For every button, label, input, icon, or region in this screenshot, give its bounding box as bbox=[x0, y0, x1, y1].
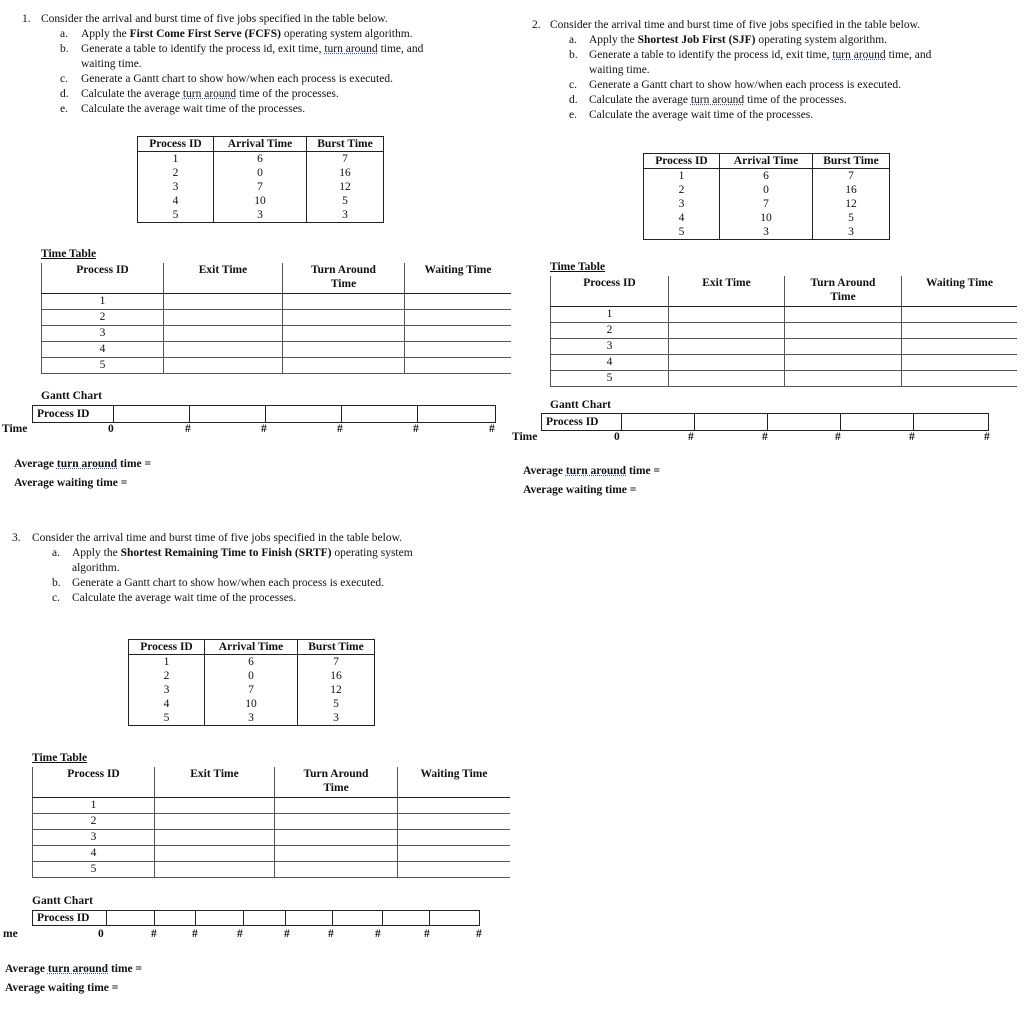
table-row: 1 bbox=[33, 797, 511, 813]
question-3 bbox=[12, 531, 492, 606]
table-row: 4 10 5 bbox=[644, 211, 890, 225]
time-label: Time bbox=[2, 423, 28, 435]
q3-item-c: c. Calculate the average wait time of the processes. bbox=[52, 592, 297, 604]
table-row: 1 bbox=[551, 306, 1018, 322]
table-row: 3 7 12 bbox=[644, 197, 890, 211]
table-row: 1 6 7 bbox=[138, 152, 384, 167]
q3-gantt-title: Gantt Chart bbox=[32, 895, 94, 907]
q1-averages: Average turn around time = Average waiting time = bbox=[14, 458, 152, 489]
q1-item-c: c. Generate a Gantt chart to show how/when each process is executed. bbox=[60, 73, 393, 85]
table-row: 2 bbox=[42, 309, 512, 325]
table-row: 5 3 3 bbox=[129, 711, 375, 726]
table-row: 4 10 5 bbox=[129, 697, 375, 711]
q3-intro: Consider the arrival time and burst time of five jobs specified in the table below. bbox=[32, 532, 403, 544]
q1-gantt-title: Gantt Chart bbox=[41, 390, 103, 402]
table-row: 5 bbox=[33, 861, 511, 877]
q1-gantt-chart: Process ID bbox=[32, 405, 496, 423]
q1-item-a: a. Apply the First Come First Serve (FCFS) operating system algorithm. bbox=[60, 28, 413, 40]
table-row: 4 bbox=[551, 354, 1018, 370]
q1-number: 1. bbox=[22, 13, 31, 25]
table-row: 3 bbox=[551, 338, 1018, 354]
table-row: 5 3 3 bbox=[644, 225, 890, 240]
table-row: 5 bbox=[42, 357, 512, 373]
q2-item-d: d. Calculate the average turn around time of the processes. bbox=[569, 94, 847, 106]
q1-intro: Consider the arrival and burst time of five jobs specified in the table below. bbox=[41, 13, 388, 25]
q3-time-table: Process ID Exit Time Turn Around Time Waiting Time 1 2 3 4 5 bbox=[32, 767, 510, 878]
table-row: 1 bbox=[42, 293, 512, 309]
q3-averages: Average turn around time = Average waiting time = bbox=[5, 963, 143, 994]
question-1 bbox=[22, 12, 502, 117]
q3-number: 3. bbox=[12, 532, 21, 544]
q2-item-c: c. Generate a Gantt chart to show how/when each process is executed. bbox=[569, 79, 901, 91]
table-row: 3 bbox=[33, 829, 511, 845]
table-row: 3 bbox=[42, 325, 512, 341]
q2-time-table: Process ID Exit Time Turn Around Time Waiting Time 1 2 3 4 5 bbox=[550, 276, 1017, 387]
table-row: 5 bbox=[551, 370, 1018, 386]
q1-time-table: Process ID Exit Time Turn Around Time Waiting Time 1 2 3 4 5 bbox=[41, 263, 511, 374]
q2-item-e: e. Calculate the average wait time of the processes. bbox=[569, 109, 814, 121]
q3-time-table-title: Time Table bbox=[32, 752, 88, 764]
q2-time-row: Time 0 # # # # # bbox=[512, 431, 990, 443]
q2-intro: Consider the arrival time and burst time of five jobs specified in the table below. bbox=[550, 19, 921, 31]
q1-item-b: b. Generate a table to identify the process id, exit time, turn around time, and waiting time. bbox=[60, 43, 424, 70]
q3-item-a: a. Apply the Shortest Remaining Time to Finish (SRTF) operating system algorithm. bbox=[52, 547, 413, 574]
q2-gantt-chart: Process ID bbox=[541, 413, 989, 431]
q2-item-b: b. Generate a table to identify the process id, exit time, turn around time, and waiting time. bbox=[569, 49, 932, 76]
table-row: 2 0 16 bbox=[138, 166, 384, 180]
table-row: 2 bbox=[33, 813, 511, 829]
q3-item-b: b. Generate a Gantt chart to show how/when each process is executed. bbox=[52, 577, 384, 589]
q1-item-e: e. Calculate the average wait time of the processes. bbox=[60, 103, 306, 115]
time-label: Time bbox=[512, 431, 538, 443]
table-row: 5 3 3 bbox=[138, 208, 384, 223]
q3-job-table: Process ID Arrival Time Burst Time 1 6 7 2 0 16 3 7 12 4 10 5 5 3 3 bbox=[128, 639, 375, 726]
q3-time-row: me 0 # # # # # # # # bbox=[3, 928, 482, 940]
q1-job-table: Process ID Arrival Time Burst Time 1 6 7 2 0 16 3 7 12 4 10 5 5 3 3 bbox=[137, 136, 384, 223]
time-label: me bbox=[3, 928, 18, 940]
q2-time-table-title: Time Table bbox=[550, 261, 606, 273]
table-row: 2 bbox=[551, 322, 1018, 338]
q1-time-table-title: Time Table bbox=[41, 248, 97, 260]
q2-averages: Average turn around time = Average waiting time = bbox=[523, 465, 661, 496]
table-row: 4 10 5 bbox=[138, 194, 384, 208]
q2-item-a: a. Apply the Shortest Job First (SJF) operating system algorithm. bbox=[569, 34, 888, 46]
table-row: 4 bbox=[33, 845, 511, 861]
q1-item-d: d. Calculate the average turn around time of the processes. bbox=[60, 88, 339, 100]
table-row: 1 6 7 bbox=[129, 655, 375, 670]
table-row: 3 7 12 bbox=[129, 683, 375, 697]
q1-time-row: Time 0 # # # # # bbox=[2, 423, 495, 435]
q3-gantt-chart: Process ID bbox=[32, 910, 480, 926]
table-row: 1 6 7 bbox=[644, 169, 890, 184]
q2-number: 2. bbox=[532, 19, 541, 31]
table-row: 4 bbox=[42, 341, 512, 357]
table-row: 3 7 12 bbox=[138, 180, 384, 194]
table-row: 2 0 16 bbox=[129, 669, 375, 683]
question-2 bbox=[532, 18, 1012, 123]
q2-job-table: Process ID Arrival Time Burst Time 1 6 7 2 0 16 3 7 12 4 10 5 5 3 3 bbox=[643, 153, 890, 240]
table-row: 2 0 16 bbox=[644, 183, 890, 197]
q2-gantt-title: Gantt Chart bbox=[550, 399, 612, 411]
